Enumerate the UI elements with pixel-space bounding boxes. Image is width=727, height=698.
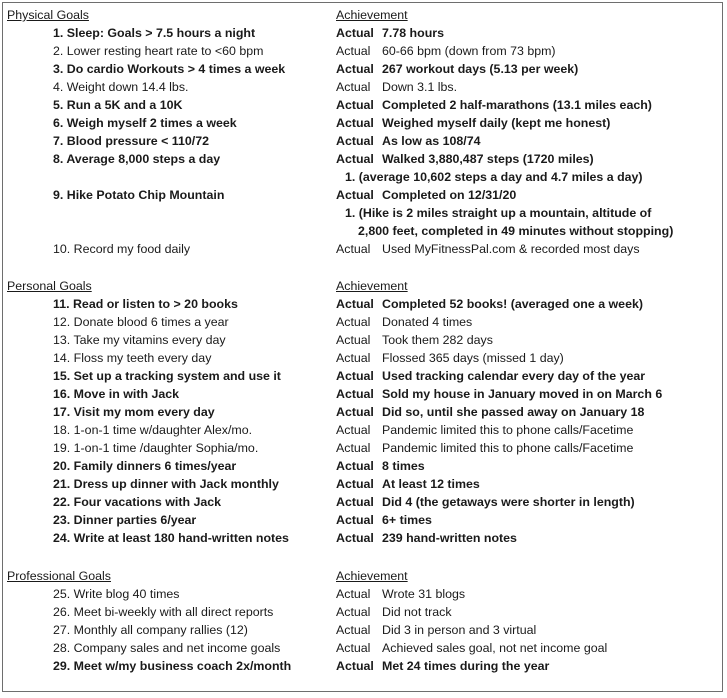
actual-label: Actual <box>336 423 371 437</box>
goal-text: 14. Floss my teeth every day <box>53 351 212 365</box>
achievement-result: Did 4 (the getaways were shorter in length) <box>382 495 635 509</box>
achievement-result: Met 24 times during the year <box>382 659 550 673</box>
actual-label: Actual <box>336 495 374 509</box>
actual-label: Actual <box>336 188 374 202</box>
goal-text: 26. Meet bi-weekly with all direct reports <box>53 605 274 619</box>
goal-text: 2. Lower resting heart rate to <60 bpm <box>53 44 264 58</box>
achievement-cell <box>336 186 516 204</box>
achievement-cell <box>336 150 594 168</box>
goal-row <box>3 493 722 511</box>
actual-label: Actual <box>336 98 374 112</box>
achievement-result: Weighed myself daily (kept me honest) <box>382 116 611 130</box>
achievement-result: Donated 4 times <box>382 315 473 329</box>
goal-text: 5. Run a 5K and a 10K <box>53 98 183 112</box>
achievement-result: Flossed 365 days (missed 1 day) <box>382 351 564 365</box>
achievement-cell <box>336 475 480 493</box>
achievement-cell <box>336 240 640 258</box>
achievement-cell <box>336 403 644 421</box>
goal-text: 3. Do cardio Workouts > 4 times a week <box>53 62 286 76</box>
goal-text: 6. Weigh myself 2 times a week <box>53 116 237 130</box>
goal-text: 13. Take my vitamins every day <box>53 333 226 347</box>
goal-text: 1. Sleep: Goals > 7.5 hours a night <box>53 26 256 40</box>
goal-row <box>3 585 722 603</box>
goal-row <box>3 657 722 675</box>
goal-row <box>3 511 722 529</box>
actual-label: Actual <box>336 587 371 601</box>
actual-label: Actual <box>336 369 374 383</box>
achievement-result: Achieved sales goal, not net income goal <box>382 641 608 655</box>
goal-row <box>3 24 722 42</box>
goal-row <box>3 349 722 367</box>
goal-row <box>3 132 722 150</box>
achievement-result: Sold my house in January moved in on March 6 <box>382 387 663 401</box>
actual-label: Actual <box>336 351 371 365</box>
goal-row <box>3 96 722 114</box>
goal-text: 7. Blood pressure < 110/72 <box>53 134 209 148</box>
achievement-cell <box>336 78 457 96</box>
section-title: Physical Goals <box>7 8 89 22</box>
actual-label: Actual <box>336 405 374 419</box>
actual-label: Actual <box>336 605 371 619</box>
goal-text: 10. Record my food daily <box>53 242 191 256</box>
achievement-result: 60-66 bpm (down from 73 bpm) <box>382 44 556 58</box>
goal-text: 11. Read or listen to > 20 books <box>53 297 238 311</box>
achievement-note: 1. (Hike is 2 miles straight up a mountain, altitude of <box>345 206 652 220</box>
achievement-note: 1. (average 10,602 steps a day and 4.7 miles a day) <box>345 170 643 184</box>
section-header <box>3 277 722 295</box>
achievement-cell <box>336 457 425 475</box>
goal-text: 21. Dress up dinner with Jack monthly <box>53 477 279 491</box>
goal-text: 28. Company sales and net income goals <box>53 641 281 655</box>
achievement-cell <box>336 657 549 675</box>
goal-text: 22. Four vacations with Jack <box>53 495 222 509</box>
achievement-cell <box>336 529 517 547</box>
achievement-result: Completed on 12/31/20 <box>382 188 517 202</box>
achievement-result: Walked 3,880,487 steps (1720 miles) <box>382 152 594 166</box>
achievement-result: 6+ times <box>382 513 432 527</box>
goal-text: 29. Meet w/my business coach 2x/month <box>53 659 292 673</box>
achievement-cell <box>336 313 472 331</box>
achievement-cell <box>336 639 607 657</box>
goal-text: 18. 1-on-1 time w/daughter Alex/mo. <box>53 423 253 437</box>
achievement-result: Used tracking calendar every day of the year <box>382 369 646 383</box>
goal-text: 9. Hike Potato Chip Mountain <box>53 188 225 202</box>
goal-text: 25. Write blog 40 times <box>53 587 180 601</box>
goal-row <box>3 529 722 547</box>
section-title: Professional Goals <box>7 569 111 583</box>
achievement-cell <box>336 439 633 457</box>
actual-label: Actual <box>336 531 374 545</box>
goal-text: 23. Dinner parties 6/year <box>53 513 197 527</box>
achievement-result: 7.78 hours <box>382 26 444 40</box>
achievement-cell <box>336 295 643 313</box>
achievement-result: Pandemic limited this to phone calls/Facetime <box>382 423 634 437</box>
actual-label: Actual <box>336 242 371 256</box>
achievement-cell <box>336 367 645 385</box>
achievement-result: 8 times <box>382 459 425 473</box>
achievement-cell <box>336 132 481 150</box>
actual-label: Actual <box>336 441 371 455</box>
goal-row <box>3 439 722 457</box>
achievement-cell <box>336 621 536 639</box>
actual-label: Actual <box>336 333 371 347</box>
achievement-result: Down 3.1 lbs. <box>382 80 458 94</box>
goal-row <box>3 186 722 204</box>
achievement-cell <box>336 349 564 367</box>
goal-text: 15. Set up a tracking system and use it <box>53 369 281 383</box>
achievement-result: Wrote 31 blogs <box>382 587 466 601</box>
achievement-result: Took them 282 days <box>382 333 493 347</box>
achievement-result: Did not track <box>382 605 452 619</box>
actual-label: Actual <box>336 26 374 40</box>
achievement-result: Completed 2 half-marathons (13.1 miles each) <box>382 98 652 112</box>
section-header <box>3 6 722 24</box>
achievement-cell <box>336 385 662 403</box>
goal-text: 27. Monthly all company rallies (12) <box>53 623 248 637</box>
actual-label: Actual <box>336 641 371 655</box>
goal-row <box>3 385 722 403</box>
achievement-result: Used MyFitnessPal.com & recorded most days <box>382 242 640 256</box>
achievement-cell <box>336 421 633 439</box>
actual-label: Actual <box>336 623 371 637</box>
achievement-result: Completed 52 books! (averaged one a week) <box>382 297 643 311</box>
actual-label: Actual <box>336 80 371 94</box>
achievement-result: As low as 108/74 <box>382 134 481 148</box>
achievement-result: At least 12 times <box>382 477 480 491</box>
goal-row <box>3 639 722 657</box>
goal-row <box>3 42 722 60</box>
achievement-result: Did 3 in person and 3 virtual <box>382 623 537 637</box>
achievement-heading: Achievement <box>336 8 408 22</box>
goal-row <box>3 78 722 96</box>
actual-label: Actual <box>336 513 374 527</box>
actual-label: Actual <box>336 459 374 473</box>
goal-row <box>3 313 722 331</box>
achievement-cell <box>336 42 556 60</box>
goal-row <box>3 114 722 132</box>
goal-text: 19. 1-on-1 time /daughter Sophia/mo. <box>53 441 259 455</box>
achievement-result: Did so, until she passed away on January 18 <box>382 405 645 419</box>
achievement-result: 267 workout days (5.13 per week) <box>382 62 579 76</box>
achievement-cell <box>336 511 432 529</box>
achievement-cell <box>336 585 465 603</box>
actual-label: Actual <box>336 152 374 166</box>
achievement-cell <box>336 24 444 42</box>
goal-text: 20. Family dinners 6 times/year <box>53 459 237 473</box>
achievement-heading: Achievement <box>336 279 408 293</box>
actual-label: Actual <box>336 659 374 673</box>
section-header <box>3 567 722 585</box>
goal-row <box>3 421 722 439</box>
achievement-heading: Achievement <box>336 569 408 583</box>
actual-label: Actual <box>336 315 371 329</box>
goal-row <box>3 240 722 258</box>
actual-label: Actual <box>336 134 374 148</box>
goal-row <box>3 295 722 313</box>
actual-label: Actual <box>336 477 374 491</box>
goal-text: 24. Write at least 180 hand-written notes <box>53 531 289 545</box>
goal-row <box>3 403 722 421</box>
goal-row <box>3 367 722 385</box>
achievement-result: 239 hand-written notes <box>382 531 517 545</box>
actual-label: Actual <box>336 44 371 58</box>
goal-text: 16. Move in with Jack <box>53 387 180 401</box>
goal-row <box>3 457 722 475</box>
goal-text: 12. Donate blood 6 times a year <box>53 315 229 329</box>
goal-row <box>3 475 722 493</box>
actual-label: Actual <box>336 62 374 76</box>
section-title: Personal Goals <box>7 279 92 293</box>
achievement-cell <box>336 493 635 511</box>
goal-text: 8. Average 8,000 steps a day <box>53 152 221 166</box>
achievement-cell <box>336 603 452 621</box>
achievement-note: 2,800 feet, completed in 49 minutes without stopping) <box>358 224 674 238</box>
goal-text: 4. Weight down 14.4 lbs. <box>53 80 189 94</box>
goal-row <box>3 150 722 168</box>
achievement-cell <box>336 96 652 114</box>
achievement-cell <box>336 331 493 349</box>
actual-label: Actual <box>336 116 374 130</box>
achievement-cell <box>336 60 578 78</box>
achievement-cell <box>336 114 610 132</box>
goal-row <box>3 331 722 349</box>
actual-label: Actual <box>336 297 374 311</box>
goal-row <box>3 621 722 639</box>
goal-row <box>3 603 722 621</box>
goal-text: 17. Visit my mom every day <box>53 405 215 419</box>
goals-document <box>2 2 723 692</box>
actual-label: Actual <box>336 387 374 401</box>
goal-row <box>3 60 722 78</box>
achievement-result: Pandemic limited this to phone calls/Facetime <box>382 441 634 455</box>
